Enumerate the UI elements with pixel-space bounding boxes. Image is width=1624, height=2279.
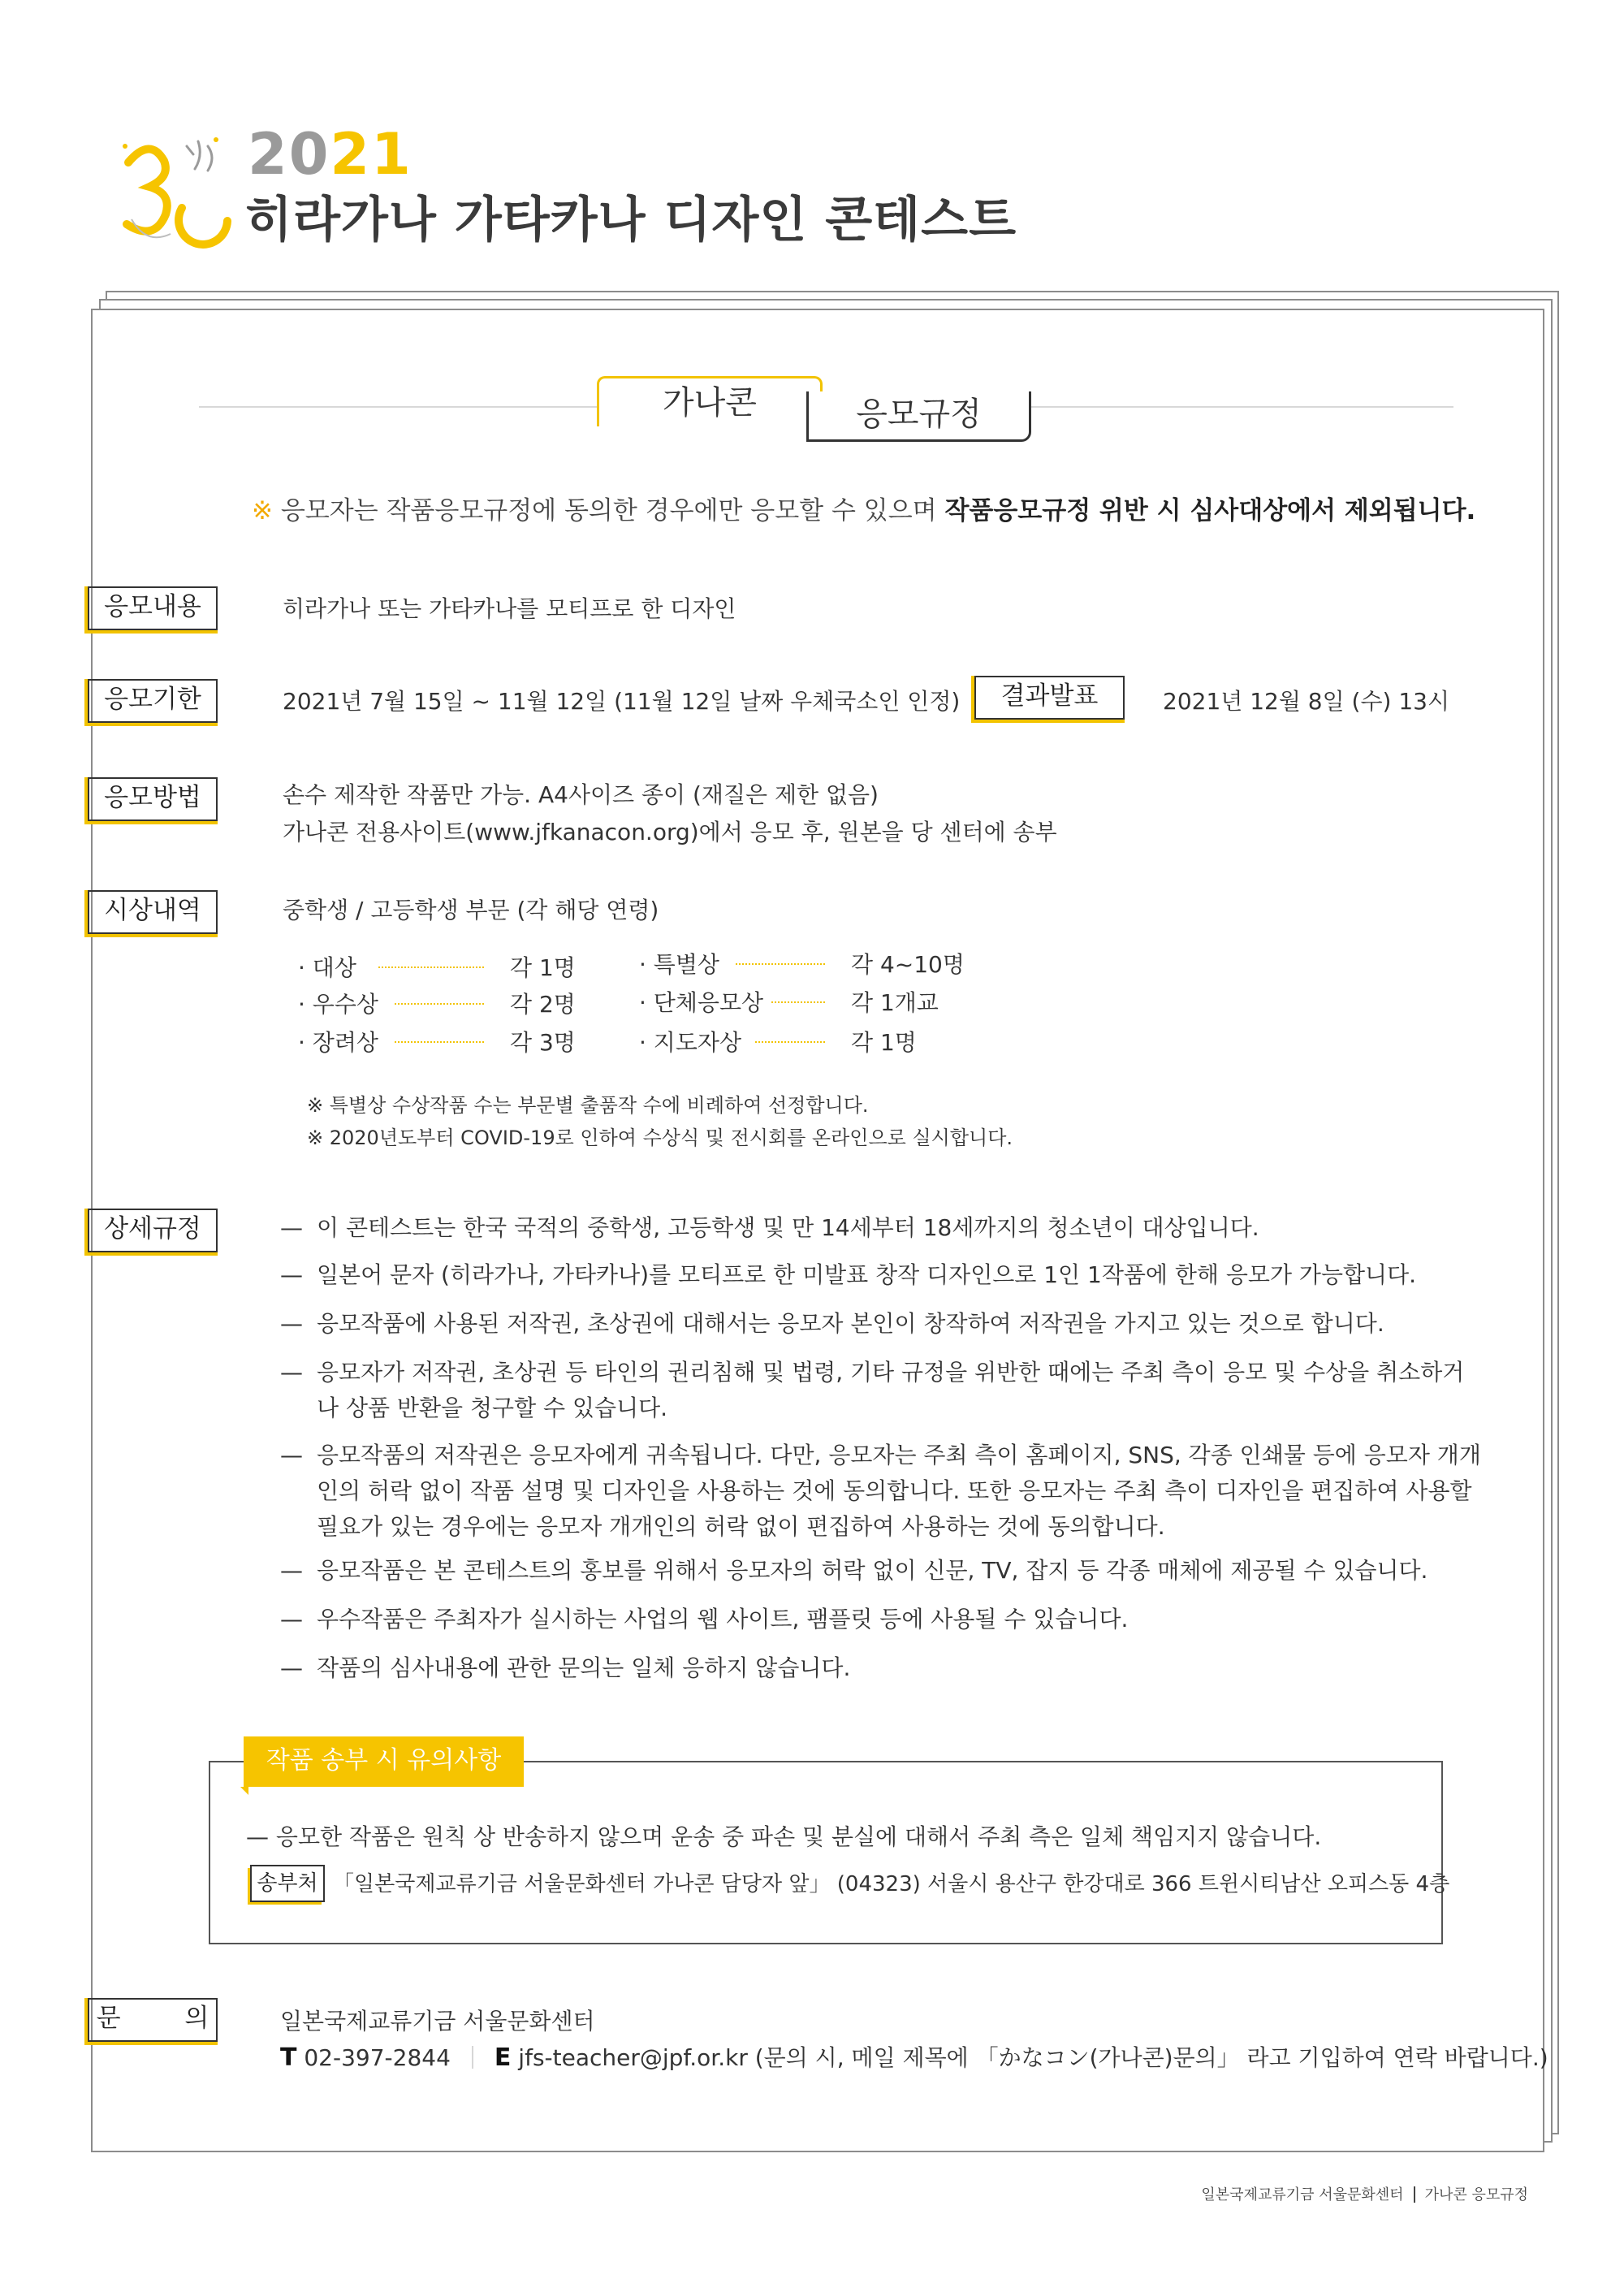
page-footer: 일본국제교류기금 서울문화센터 가나콘 응모규정 [1201,2186,1528,2203]
award-leader-dots [755,1041,825,1043]
30th-anniversary-logo-icon [114,130,235,252]
phone-number: 02-397-2844 [296,2044,451,2071]
rule-item: — 이 콘테스트는 한국 국적의 중학생, 고등학생 및 만 14세부터 18세까지의 청소년이 대상입니다. [280,1214,1259,1241]
award-name: · 대상 [298,954,356,981]
title-divider-right [1031,406,1453,408]
section-tab-rules: 응모규정 [806,391,1031,442]
awards-division: 중학생 / 고등학생 부문 (각 해당 연령) [283,897,659,923]
award-count: 각 2명 [510,991,576,1018]
rule-item: — 작품의 심사내용에 관한 문의는 일체 응하지 않습니다. [280,1654,851,1681]
contest-year: 2021 [248,121,412,188]
label-send-to: 송부처 [250,1865,325,1902]
result-value: 2021년 12월 8일 (수) 13시 [1163,688,1450,715]
label-detailed-rules: 상세규정 [88,1209,218,1252]
notice-mark: ※ [252,496,273,525]
shipping-notes-tab: 작품 송부 시 유의사항 [244,1736,524,1787]
label-deadline: 응모기한 [88,679,218,723]
award-count: 각 1개교 [851,989,939,1016]
rule-item: — 일본어 문자 (히라가나, 가타카나)를 모티프로 한 미발표 창작 디자인으로 1인 1작품에 한해 응모가 가능합니다. [280,1261,1417,1288]
award-name: · 단체응모상 [639,989,764,1016]
shipping-notes-box [209,1761,1443,1944]
award-leader-dots [736,963,825,965]
contest-title: 히라가나 가타카나 디자인 콘테스트 [245,192,1017,249]
label-method: 응모방법 [88,777,218,821]
rule-item: — 응모작품에 사용된 저작권, 초상권에 대해서는 응모자 본인이 창작하여 저작권을 가지고 있는 것으로 합니다. [280,1310,1384,1337]
deadline-value: 2021년 7월 15일 ~ 11월 12일 (11월 12일 날짜 우체국소인 인정) [283,688,961,715]
award-leader-dots [395,1003,484,1005]
eligibility-notice: ※ 응모자는 작품응모규정에 동의한 경우에만 응모할 수 있으며 작품응모규정 위반 시 심사대상에서 제외됩니다. [252,496,1476,525]
award-count: 각 4~10명 [851,951,965,978]
awards-note-2: ※ 2020년도부터 COVID-19로 인하여 수상식 및 전시회를 온라인으로 실시합니다. [307,1127,1013,1149]
rule-item: — 응모작품의 저작권은 응모자에게 귀속됩니다. 다만, 응모자는 주최 측이 홈페이지, SNS, 각종 인쇄물 등에 응모자 개개인의 허락 없이 작품 설명 및 디자인을 사용하는 것에 동의합니다. 또한 응모자는 주최 측이 디자인을 편집하여 사용할 필요가 있는 경우에는 응모자 개개인의 허락 없이 편집하여 사용하는 것에 동의합니다. [280,1442,1481,1540]
contact-details [280,2040,1548,2073]
label-awards: 시상내역 [88,890,218,934]
award-leader-dots [395,1041,484,1043]
label-entry-content: 응모내용 [88,586,218,630]
award-count: 각 3명 [510,1029,576,1056]
rule-item: — 우수작품은 주최자가 실시하는 사업의 웹 사이트, 팸플릿 등에 사용될 수 있습니다. [280,1606,1129,1632]
method-line-2: 가나콘 전용사이트(www.jfkanacon.org)에서 응모 후, 원본을 당 센터에 송부 [283,819,1057,845]
phone-label: T [280,2043,297,2072]
award-count: 각 1명 [851,1029,917,1056]
email-label: E [494,2043,512,2072]
label-inquiry: 문 의 [88,1998,218,2042]
email-address[interactable]: jfs-teacher@jpf.or.kr [511,2044,748,2071]
label-result: 결과발표 [974,676,1125,720]
contact-separator [472,2046,473,2069]
award-name: · 지도자상 [639,1029,741,1056]
section-tab-kanacon: 가나콘 [597,376,823,426]
award-name: · 우수상 [298,991,378,1018]
contact-organization: 일본국제교류기금 서울문화센터 [280,2008,595,2035]
title-divider-left [199,406,597,408]
awards-note-1: ※ 특별상 수상작품 수는 부문별 출품작 수에 비례하여 선정합니다. [307,1094,869,1117]
send-address: 「일본국제교류기금 서울문화센터 가나콘 담당자 앞」 (04323) 서울시 용산구 한강대로 366 트윈시티남산 오피스동 4층 [333,1872,1450,1896]
entry-content-value: 히라가나 또는 가타카나를 모티프로 한 디자인 [283,595,736,622]
shipping-notice: — 응모한 작품은 원칙 상 반송하지 않으며 운송 중 파손 및 분실에 대해서 주최 측은 일체 책임지지 않습니다. [246,1823,1322,1850]
method-line-1: 손수 제작한 작품만 가능. A4사이즈 종이 (재질은 제한 없음) [283,781,879,808]
award-name: · 특별상 [639,951,719,978]
email-note: (문의 시, 메일 제목에 「かなコン(가나콘)문의」 라고 기입하여 연락 바랍니다.) [747,2044,1548,2071]
rule-item: — 응모작품은 본 콘테스트의 홍보를 위해서 응모자의 허락 없이 신문, TV, 잡지 등 각종 매체에 제공될 수 있습니다. [280,1557,1428,1584]
rule-item: — 응모자가 저작권, 초상권 등 타인의 권리침해 및 법령, 기타 규정을 위반한 때에는 주최 측이 응모 및 수상을 취소하거나 상품 반환을 청구할 수 있습니다. [280,1359,1465,1421]
award-name: · 장려상 [298,1029,378,1056]
award-leader-dots [378,967,484,968]
award-leader-dots [771,1001,825,1003]
footer-separator [1414,2186,1415,2203]
award-count: 각 1명 [510,954,576,981]
